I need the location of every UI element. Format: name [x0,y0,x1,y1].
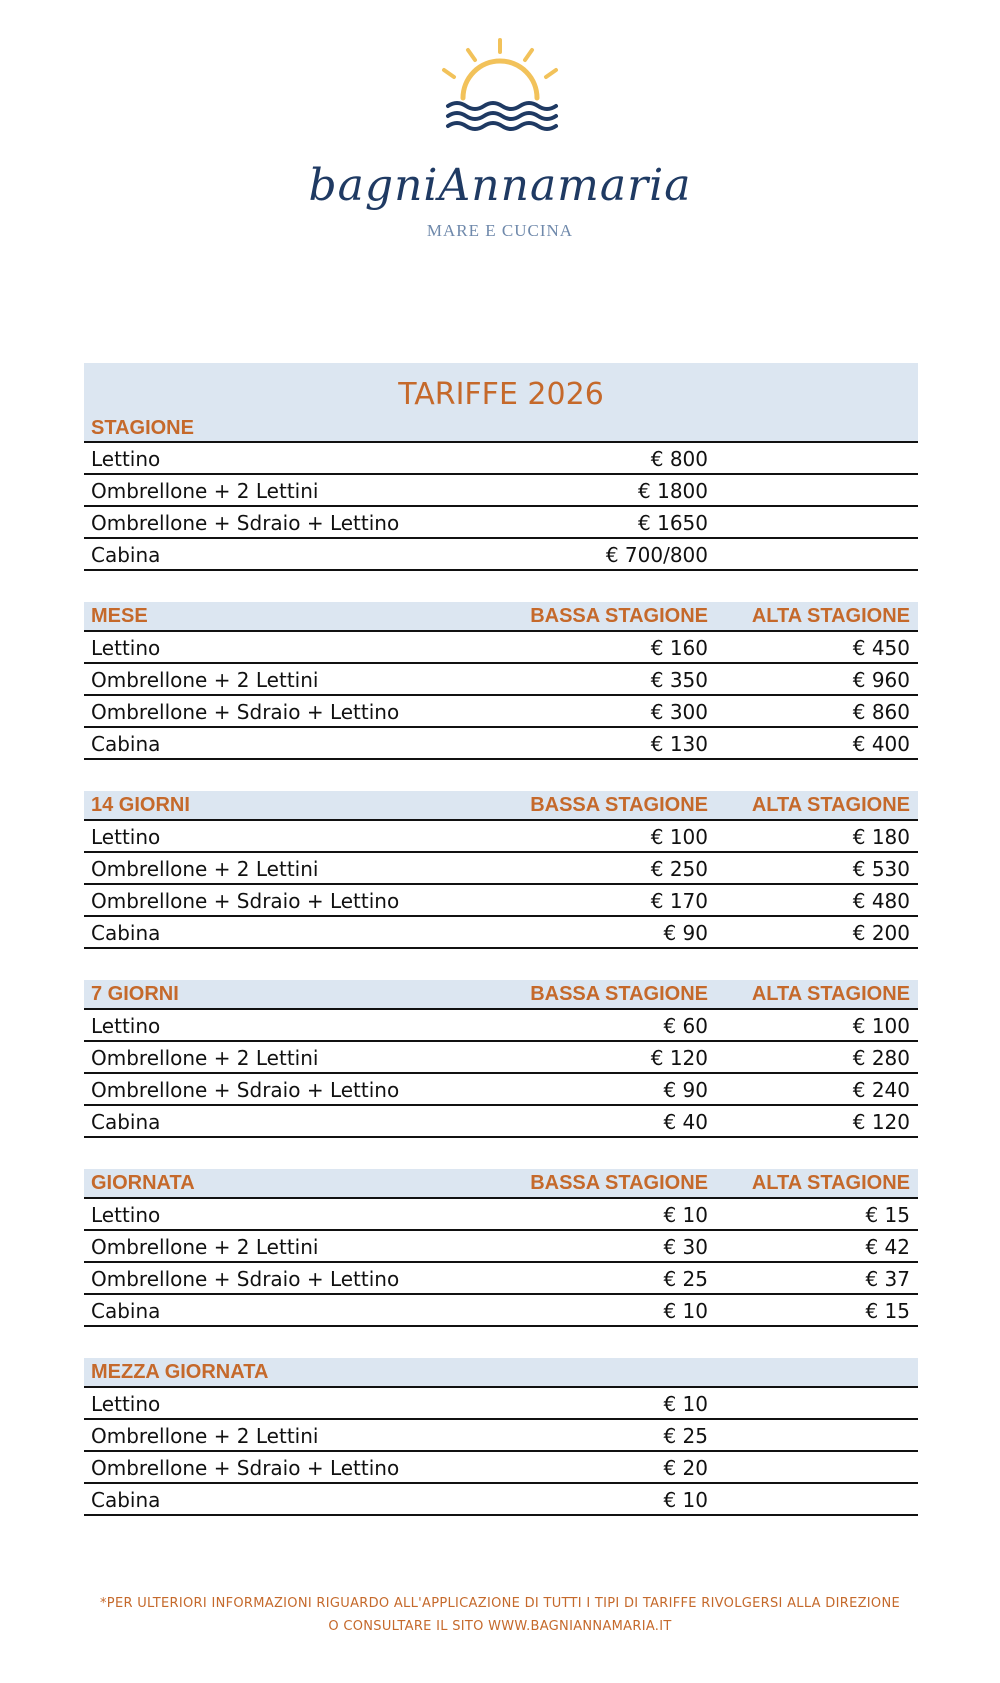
row-price-bassa: € 90 [663,1078,708,1102]
section-title: STAGIONE [91,417,194,439]
row-price-alta: € 240 [852,1078,910,1102]
row-price-bassa: € 130 [650,732,708,756]
row-item-label: Cabina [91,732,161,756]
row-price-bassa: € 1650 [638,511,708,535]
table-row [84,1263,918,1295]
column-header-alta: ALTA STAGIONE [751,983,910,1005]
row-price-bassa: € 250 [650,857,708,881]
table-row [84,1074,918,1106]
section-title: 14 GIORNI [91,794,190,816]
column-header-bassa: BASSA STAGIONE [530,605,708,627]
row-price-alta: € 480 [852,889,910,913]
footnote-line-1: *PER ULTERIORI INFORMAZIONI RIGUARDO ALL'APPLICAZIONE DI TUTTI I TIPI DI TARIFFE RIVOLGERSI ALLA DIREZIONE [100,1596,900,1611]
row-price-bassa: € 160 [650,636,708,660]
row-item-label: Cabina [91,1110,161,1134]
row-price-bassa: € 20 [663,1456,708,1480]
row-item-label: Cabina [91,921,161,945]
row-price-alta: € 15 [865,1203,910,1227]
table-row [84,1295,918,1327]
column-header-bassa: BASSA STAGIONE [530,983,708,1005]
row-item-label: Ombrellone + 2 Lettini [91,1424,319,1448]
row-price-alta: € 280 [852,1046,910,1070]
sections-container [84,417,918,1516]
section-title: GIORNATA [91,1172,195,1194]
row-price-alta: € 15 [865,1299,910,1323]
footnote-line-2: O CONSULTARE IL SITO WWW.BAGNIANNAMARIA.IT [328,1619,672,1634]
row-price-bassa: € 60 [663,1014,708,1038]
row-price-bassa: € 10 [663,1488,708,1512]
table-row [84,1199,918,1231]
row-item-label: Ombrellone + 2 Lettini [91,1046,319,1070]
row-item-label: Cabina [91,1299,161,1323]
tariff-section [84,791,918,949]
row-price-alta: € 960 [852,668,910,692]
row-item-label: Ombrellone + Sdraio + Lettino [91,1456,400,1480]
tariff-section [84,1169,918,1327]
column-header-alta: ALTA STAGIONE [751,794,910,816]
row-price-bassa: € 30 [663,1235,708,1259]
row-item-label: Ombrellone + Sdraio + Lettino [91,1267,400,1291]
column-header-alta: ALTA STAGIONE [751,605,910,627]
table-row [84,1042,918,1074]
table-row [84,885,918,917]
row-price-bassa: € 1800 [638,479,708,503]
section-title: 7 GIORNI [91,983,179,1005]
brand-logo [0,0,1000,250]
row-price-bassa: € 25 [663,1424,708,1448]
row-price-bassa: € 350 [650,668,708,692]
tariff-section [84,602,918,760]
table-row [84,917,918,949]
row-item-label: Lettino [91,447,161,471]
row-price-alta: € 100 [852,1014,910,1038]
row-price-bassa: € 120 [650,1046,708,1070]
row-item-label: Ombrellone + 2 Lettini [91,857,319,881]
tariff-section [84,1358,918,1516]
row-item-label: Ombrellone + 2 Lettini [91,1235,319,1259]
row-price-bassa: € 10 [663,1392,708,1416]
row-item-label: Ombrellone + 2 Lettini [91,479,319,503]
row-item-label: Lettino [91,825,161,849]
row-price-bassa: € 40 [663,1110,708,1134]
table-row [84,539,918,571]
row-price-alta: € 120 [852,1110,910,1134]
row-price-bassa: € 90 [663,921,708,945]
row-price-bassa: € 10 [663,1203,708,1227]
table-row [84,443,918,475]
row-price-alta: € 200 [852,921,910,945]
section-header [84,1358,918,1388]
column-header-bassa: BASSA STAGIONE [530,794,708,816]
row-item-label: Cabina [91,543,161,567]
table-row [84,632,918,664]
row-price-bassa: € 10 [663,1299,708,1323]
row-price-bassa: € 800 [650,447,708,471]
table-row [84,853,918,885]
table-row [84,1484,918,1516]
table-row [84,1420,918,1452]
row-item-label: Ombrellone + Sdraio + Lettino [91,889,400,913]
table-row [84,664,918,696]
row-price-alta: € 180 [852,825,910,849]
section-header [84,1169,918,1199]
section-title: MESE [91,605,148,627]
table-row [84,696,918,728]
section-header [84,980,918,1010]
tariff-section [84,417,918,571]
brand-subtitle: MARE E CUCINA [426,221,574,240]
row-price-alta: € 450 [852,636,910,660]
title-band [84,363,918,417]
row-item-label: Lettino [91,1392,161,1416]
row-item-label: Ombrellone + Sdraio + Lettino [91,1078,400,1102]
table-row [84,1231,918,1263]
section-header [84,791,918,821]
row-price-alta: € 42 [865,1235,910,1259]
page-title: TARIFFE 2026 [398,377,604,412]
table-row [84,1010,918,1042]
row-item-label: Ombrellone + Sdraio + Lettino [91,700,400,724]
footnote [0,1592,1000,1638]
tariff-table [84,363,918,1547]
table-row [84,1452,918,1484]
sun-waves-icon [0,0,1000,150]
row-price-alta: € 860 [852,700,910,724]
table-row [84,1106,918,1138]
row-price-bassa: € 300 [650,700,708,724]
table-row [84,1388,918,1420]
row-price-alta: € 37 [865,1267,910,1291]
row-item-label: Lettino [91,636,161,660]
section-header [84,602,918,632]
row-price-alta: € 400 [852,732,910,756]
section-header [84,417,918,443]
row-price-bassa: € 100 [650,825,708,849]
row-price-bassa: € 700/800 [605,543,708,567]
row-item-label: Ombrellone + 2 Lettini [91,668,319,692]
table-row [84,507,918,539]
row-item-label: Lettino [91,1203,161,1227]
tariff-section [84,980,918,1138]
row-item-label: Cabina [91,1488,161,1512]
column-header-bassa: BASSA STAGIONE [530,1172,708,1194]
column-header-alta: ALTA STAGIONE [751,1172,910,1194]
table-row [84,728,918,760]
row-item-label: Lettino [91,1014,161,1038]
section-title: MEZZA GIORNATA [91,1361,269,1383]
table-row [84,475,918,507]
table-row [84,821,918,853]
row-item-label: Ombrellone + Sdraio + Lettino [91,511,400,535]
row-price-bassa: € 170 [650,889,708,913]
row-price-bassa: € 25 [663,1267,708,1291]
brand-name: bagniAnnamaria [308,160,692,211]
row-price-alta: € 530 [852,857,910,881]
